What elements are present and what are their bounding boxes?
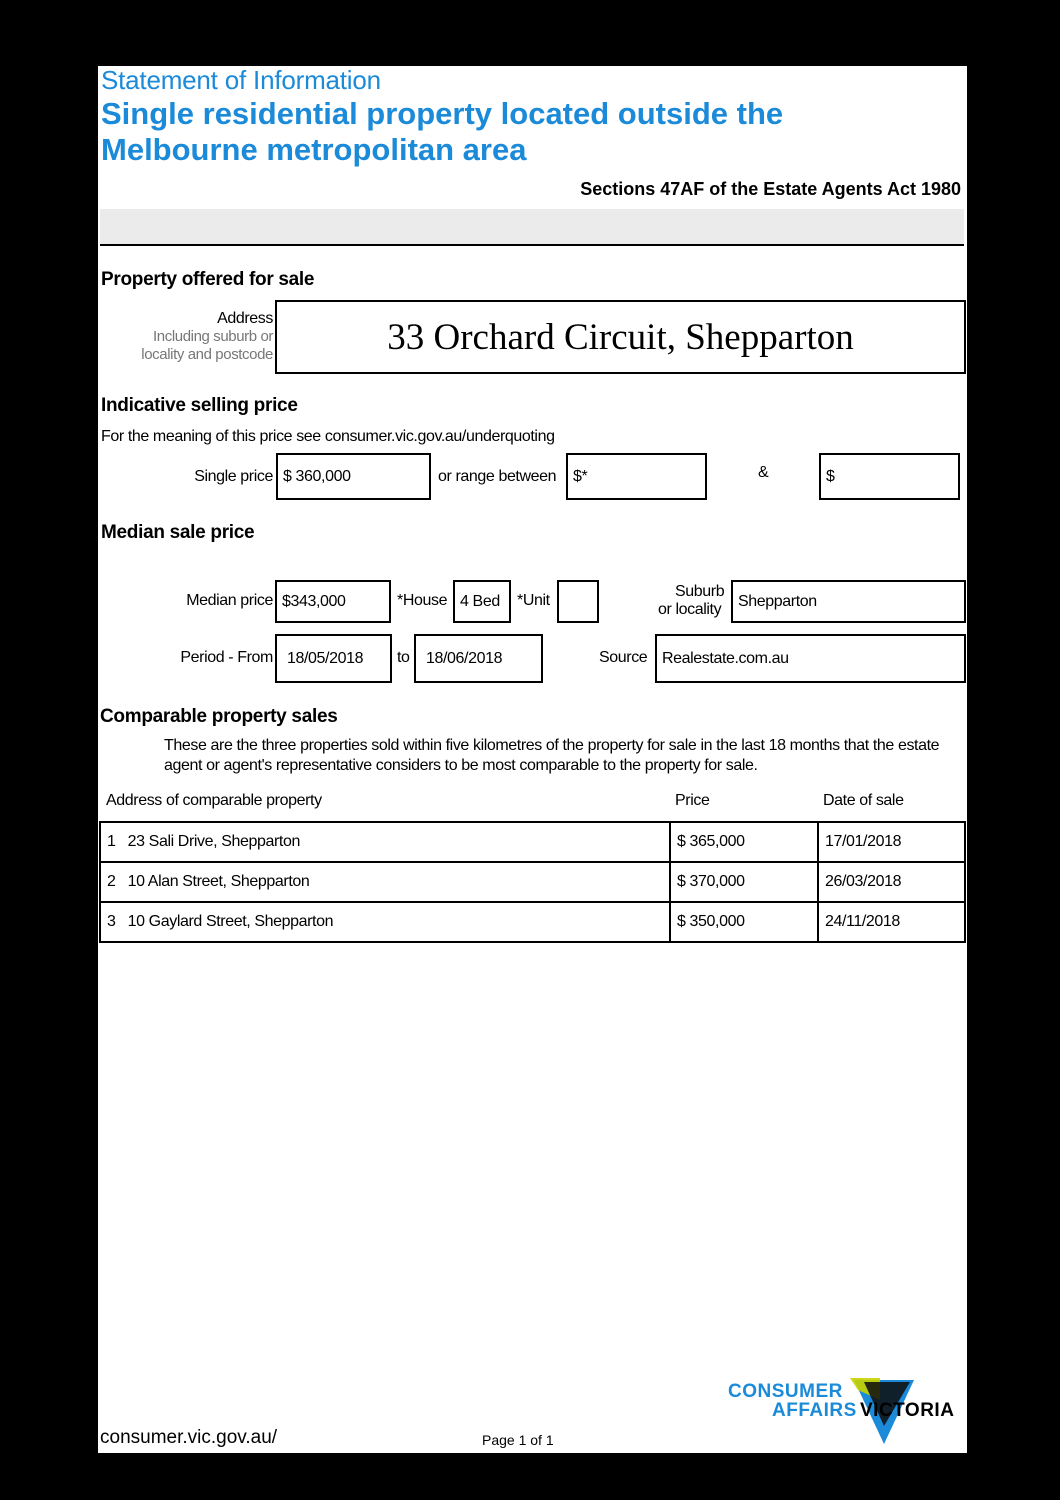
range-ampersand: & — [758, 464, 769, 481]
underquoting-note: For the meaning of this price see consumer.vic.gov.au/underquoting — [101, 428, 555, 445]
locality-label: or locality — [658, 601, 722, 618]
range-from-field[interactable]: $* — [566, 453, 707, 500]
comparable-address: 10 Gaylard Street, Shepparton — [127, 913, 334, 930]
comparable-section-title: Comparable property sales — [100, 706, 338, 727]
comparable-address: 23 Sali Drive, Shepparton — [127, 833, 300, 850]
period-from-field[interactable]: 18/05/2018 — [275, 634, 392, 683]
document-page — [98, 66, 967, 1453]
median-price-label: Median price — [186, 592, 273, 609]
comparable-description: These are the three properties sold within five kilometres of the property for sale in the last 18 months that the estate agent or agent's representative considers to be most comparable to the property for sale. — [164, 737, 940, 774]
property-address-field[interactable]: 33 Orchard Circuit, Shepparton — [275, 300, 966, 374]
page-number: Page 1 of 1 — [482, 1432, 554, 1448]
comparable-address-cell[interactable] — [100, 902, 670, 942]
comparable-address-cell[interactable] — [100, 862, 670, 902]
comparable-address-cell[interactable] — [100, 822, 670, 862]
source-label: Source — [599, 649, 648, 666]
single-price-field[interactable]: $ 360,000 — [276, 453, 431, 500]
comparable-date-cell[interactable]: 24/11/2018 — [818, 902, 965, 942]
property-section-title: Property offered for sale — [101, 269, 315, 290]
address-label: Address — [217, 310, 273, 327]
consumer-affairs-victoria-logo — [726, 1378, 966, 1446]
table-row — [100, 862, 965, 902]
comparable-price-cell[interactable]: $ 350,000 — [670, 902, 818, 942]
range-to-field[interactable]: $ — [819, 453, 960, 500]
unit-label: *Unit — [517, 592, 550, 609]
range-between-label: or range between — [438, 468, 557, 485]
source-field[interactable]: Realestate.com.au — [655, 634, 966, 683]
comparable-address: 10 Alan Street, Shepparton — [127, 873, 310, 890]
logo-affairs-text: AFFAIRS — [772, 1400, 857, 1421]
sections-reference: Sections 47AF of the Estate Agents Act 1980 — [580, 179, 961, 199]
period-to-label: to — [397, 649, 410, 666]
column-header-date: Date of sale — [823, 792, 904, 809]
table-row — [100, 822, 965, 862]
single-price-label: Single price — [194, 468, 273, 485]
row-number: 2 — [107, 873, 116, 890]
indicative-section-title: Indicative selling price — [101, 395, 298, 416]
suburb-field[interactable]: Shepparton — [731, 580, 966, 623]
footer-url-link[interactable]: consumer.vic.gov.au/ — [100, 1427, 278, 1448]
logo-consumer-text: CONSUMER — [728, 1381, 843, 1402]
row-number: 3 — [107, 913, 116, 930]
row-number: 1 — [107, 833, 116, 850]
comparable-price-cell[interactable]: $ 370,000 — [670, 862, 818, 902]
comparable-sales-table — [99, 821, 966, 943]
comparable-date-cell[interactable]: 17/01/2018 — [818, 822, 965, 862]
median-price-field[interactable]: $343,000 — [275, 580, 391, 623]
column-header-price: Price — [675, 792, 710, 809]
suburb-label: Suburb — [675, 583, 725, 600]
median-section-title: Median sale price — [101, 522, 255, 543]
header-divider-bar — [100, 209, 964, 246]
address-hint-line2: locality and postcode — [141, 346, 273, 363]
address-hint-line1: Including suburb or — [153, 328, 273, 345]
period-to-field[interactable]: 18/06/2018 — [414, 634, 543, 683]
period-from-label: Period - From — [180, 649, 273, 666]
comparable-date-cell[interactable]: 26/03/2018 — [818, 862, 965, 902]
table-row — [100, 902, 965, 942]
unit-field[interactable] — [557, 580, 599, 623]
comparable-price-cell[interactable]: $ 365,000 — [670, 822, 818, 862]
house-field[interactable]: 4 Bed — [453, 580, 511, 623]
house-label: *House — [397, 592, 448, 609]
document-subtitle: Statement of Information — [101, 65, 381, 95]
column-header-address: Address of comparable property — [106, 792, 322, 809]
document-title: Single residential property located outside the Melbourne metropolitan area — [101, 96, 784, 167]
logo-victoria-text: VICTORIA — [860, 1400, 955, 1421]
